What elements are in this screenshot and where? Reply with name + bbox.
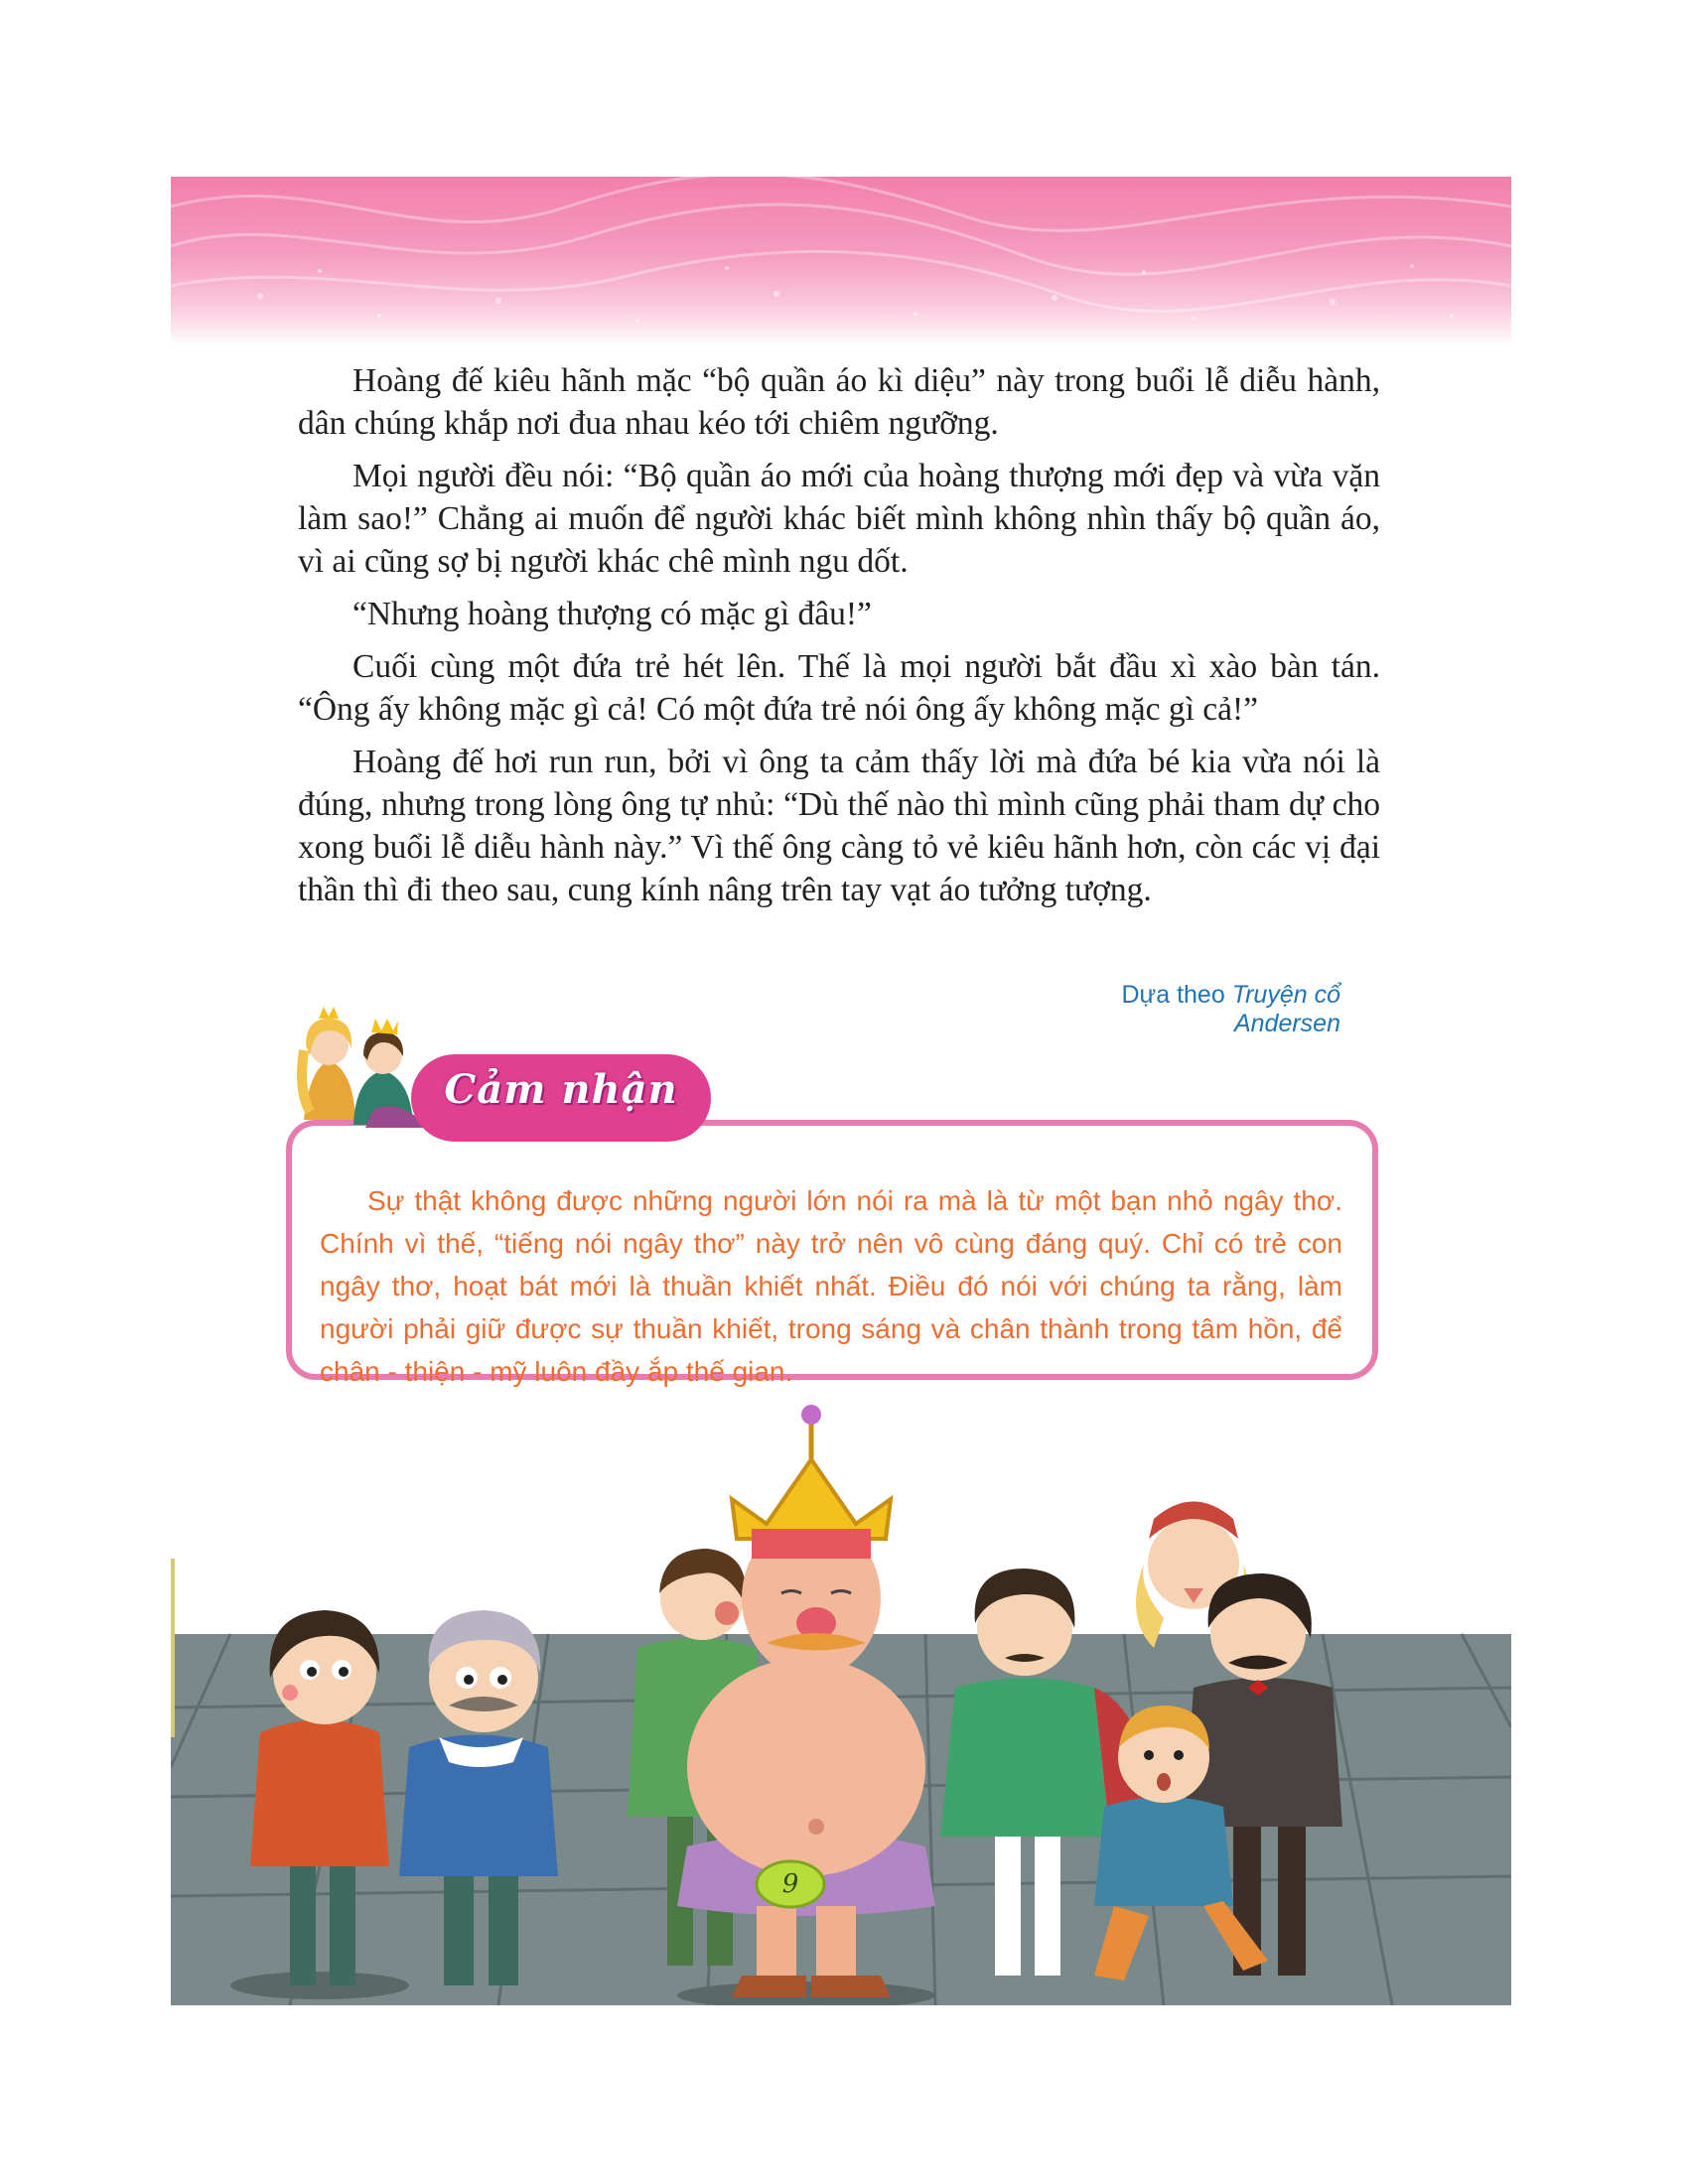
story-paragraph: “Nhưng hoàng thượng có mặc gì đâu!” bbox=[352, 596, 872, 632]
header-decoration bbox=[171, 177, 1511, 345]
reflection-title: Cảm nhận bbox=[444, 1066, 678, 1113]
reflection-text bbox=[320, 1179, 1342, 1393]
emperor-crowd-illustration-icon bbox=[171, 1390, 1511, 2005]
reflection-title-banner bbox=[407, 1050, 715, 1146]
reflection-body: Sự thật không được những người lớn nói ra mà là từ một bạn nhỏ ngây thơ. Chính vì thế, “tiếng nói ngây thơ” này trở nên vô cùng đáng quý. Chỉ có trẻ con ngây thơ, hoạt bát mới là thuần khiết nhất. Điều đó nói với chúng ta rằng, làm người phải giữ được sự thuần khiết, trong sáng và chân thành trong tâm hồn, để chân - thiện - mỹ luôn đầy ắp thế gian. bbox=[320, 1185, 1342, 1387]
story-paragraph: Mọi người đều nói: “Bộ quần áo mới của hoàng thượng mới đẹp và vừa vặn làm sao!” Chẳng ai muốn để người khác biết mình không nhìn thấy bộ quần áo, vì ai cũng sợ bị người khác chê mình ngu dốt. bbox=[298, 458, 1380, 580]
story-paragraph: Hoàng đế hơi run run, bởi vì ông ta cảm thấy lời mà đứa bé kia vừa nói là đúng, nhưng trong lòng ông tự nhủ: “Dù thế nào thì mình cũng phải tham dự cho xong buổi lễ diễu hành này.” Vì thế ông càng tỏ vẻ kiêu hãnh hơn, còn các vị đại thần thì đi theo sau, cung kính nâng trên tay vạt áo tưởng tượng. bbox=[298, 744, 1380, 908]
source-title: Truyện cổ Andersen bbox=[1231, 981, 1340, 1037]
story-paragraph: Hoàng đế kiêu hãnh mặc “bộ quần áo kì diệu” này trong buổi lễ diễu hành, dân chúng khắp nơi đua nhau kéo tới chiêm ngưỡng. bbox=[298, 362, 1380, 442]
source-prefix: Dựa theo bbox=[1121, 981, 1232, 1009]
story-text bbox=[298, 359, 1380, 921]
story-paragraph: Cuối cùng một đứa trẻ hét lên. Thế là mọi người bắt đầu xì xào bàn tán. “Ông ấy không mặc gì cả! Có một đứa trẻ nói ông ấy không mặc gì cả!” bbox=[298, 648, 1380, 728]
header-pattern-icon bbox=[171, 177, 1511, 345]
story-source bbox=[1013, 981, 1340, 1038]
page-number: 9 bbox=[781, 1869, 799, 1899]
